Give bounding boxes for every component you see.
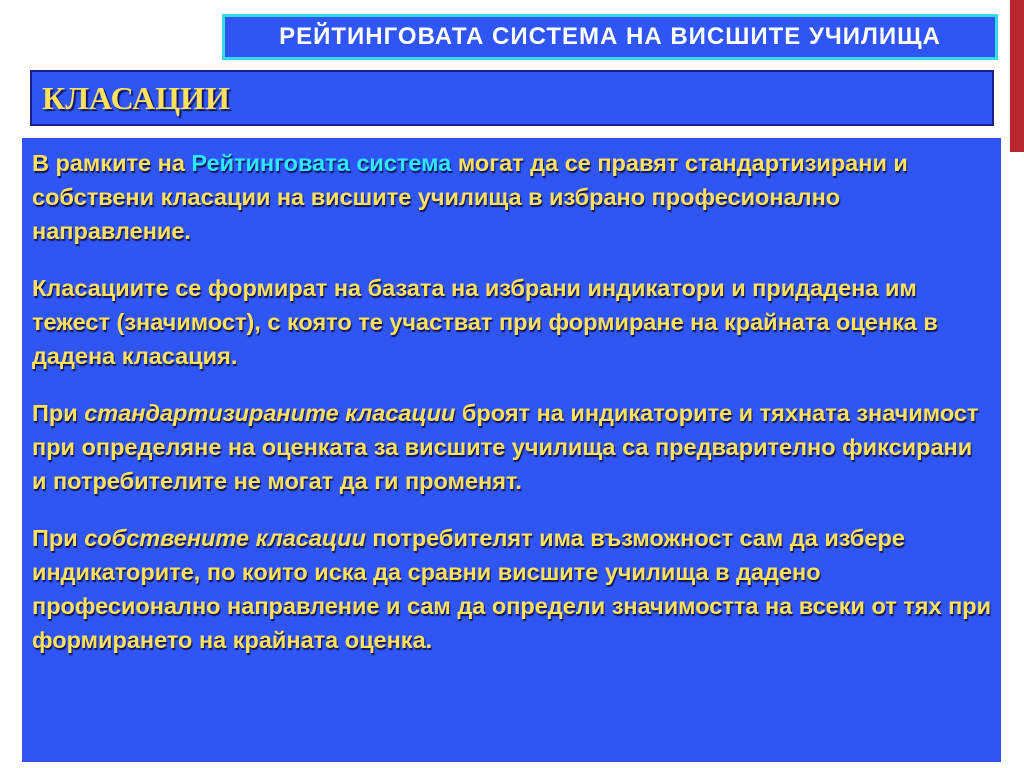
slide-header xyxy=(222,14,998,60)
paragraph-3 xyxy=(32,396,993,498)
paragraph-1 xyxy=(32,146,993,248)
paragraph-3-after: броят на индикаторите и тяхната значимост при определяне на оценката за висшите училища са предварително фиксирани и потребителите не могат да ги променят. xyxy=(32,400,979,494)
custom-rankings-emphasis: собствените класации xyxy=(84,525,366,551)
slide-header-title: РЕЙТИНГОВАТА СИСТЕМА НА ВИСШИТЕ УЧИЛИЩА xyxy=(279,23,941,50)
paragraph-1-before: В рамките на xyxy=(32,150,192,176)
section-title: КЛАСАЦИИ xyxy=(42,79,230,116)
standard-rankings-emphasis: стандартизираните класации xyxy=(84,400,456,426)
paragraph-1-after: могат да се правят стандартизирани и собствени класации на висшите училища в избрано професионално направление. xyxy=(32,150,908,244)
section-title-box xyxy=(30,70,994,126)
content-panel xyxy=(20,136,1003,764)
paragraph-2: Класациите се формират на базата на избрани индикатори и придадена им тежест (значимост), с която те участват при формиране на крайната оценка в дадена класация. xyxy=(32,275,938,369)
paragraph-3-before: При xyxy=(32,400,85,426)
rating-system-highlight: Рейтинговата система xyxy=(191,150,452,176)
paragraph-4-before: При xyxy=(32,525,85,551)
paragraph-4-after: потребителят има възможност сам да избере индикаторите, по които иска да сравни висшите училища в дадено професионално направление и сам да определи значимостта на всеки от тях при формирането на крайната оценка. xyxy=(32,525,992,653)
paragraph-4 xyxy=(32,521,993,657)
red-accent-bar xyxy=(1010,0,1024,152)
